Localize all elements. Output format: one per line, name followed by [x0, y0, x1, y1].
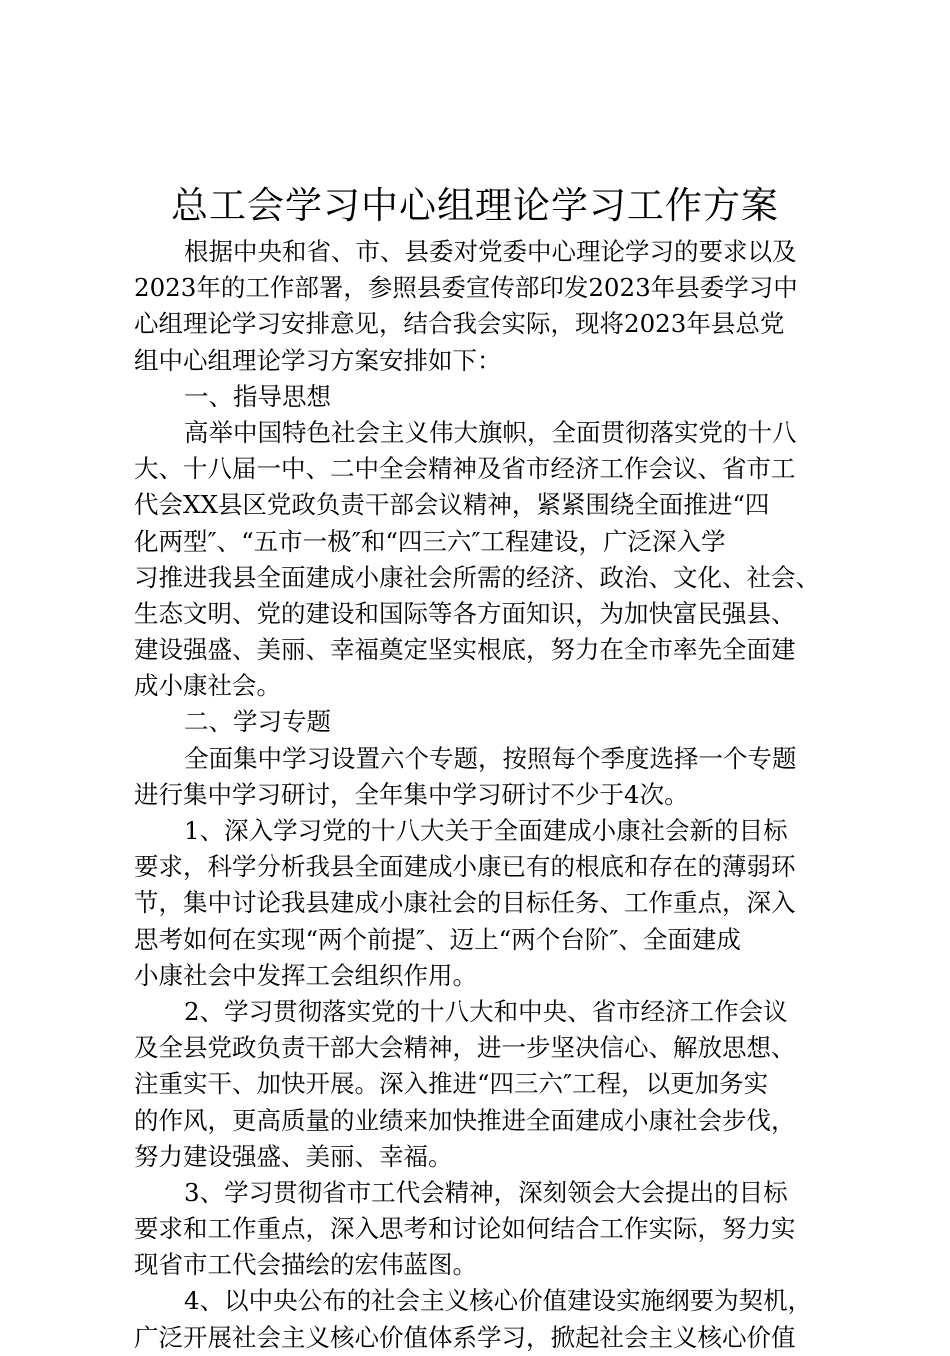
text-line: 3、学习贯彻省市工代会精神，深刻领会大会提出的目标: [184, 1177, 788, 1207]
text-line: 现省市工代会描绘的宏伟蓝图。: [134, 1250, 477, 1280]
document-title: 总工会学习中心组理论学习工作方案: [171, 184, 779, 227]
text-line: 广泛开展社会主义核心价值体系学习，掀起社会主义核心价值: [134, 1322, 796, 1352]
text-line: 及全县党政负责干部大会精神，进一步坚决信心、解放思想、: [134, 1033, 796, 1063]
text-line: 成小康社会。: [134, 671, 281, 701]
text-line: 二、学习专题: [184, 707, 331, 737]
text-line: 根据中央和省、市、县委对党委中心理论学习的要求以及: [184, 237, 797, 266]
text-line: 4、以中央公布的社会主义核心价值建设实施纲要为契机，: [184, 1286, 813, 1316]
text-line: 思考如何在实现“两个前提″、迈上“两个台阶″、全面建成: [134, 924, 741, 954]
text-line: 化两型″、“五市一极″和“四三六″工程建设，广泛深入学: [134, 526, 726, 556]
text-line: 代会XX县区党政负责干部会议精神，紧紧围绕全面推进“四: [134, 490, 770, 520]
text-line: 小康社会中发挥工会组织作用。: [134, 960, 477, 990]
text-line: 一、指导思想: [184, 381, 331, 411]
text-line: 1、深入学习党的十八大关于全面建成小康社会新的目标: [184, 816, 788, 845]
text-line: 习推进我县全面建成小康社会所需的经济、政治、文化、社会、: [134, 562, 820, 592]
text-line: 大、十八届一中、二中全会精神及省市经济工作会议、省市工: [134, 454, 796, 484]
text-line: 节，集中讨论我县建成小康社会的目标任务、工作重点，深入: [134, 888, 796, 918]
text-line: 要求和工作重点，深入思考和讨论如何结合工作实际，努力实: [134, 1214, 796, 1244]
text-line: 建设强盛、美丽、幸福奠定坚实根底，努力在全市率先全面建: [134, 635, 796, 665]
text-line: 努力建设强盛、美丽、幸福。: [134, 1141, 453, 1171]
text-line: 2、学习贯彻落实党的十八大和中央、省市经济工作会议: [184, 996, 788, 1026]
text-line: 组中心组理论学习方案安排如下：: [134, 345, 502, 375]
text-line: 2023年的工作部署，参照县委宣传部印发2023年县委学习中: [134, 273, 798, 303]
text-line: 心组理论学习安排意见，结合我会实际，现将2023年县总党: [134, 309, 785, 339]
document-body: [134, 234, 844, 1356]
text-line: 高举中国特色社会主义伟大旗帜，全面贯彻落实党的十八: [184, 417, 797, 447]
text-line: 生态文明、党的建设和国际等各方面知识，为加快富民强县、: [134, 598, 796, 628]
text-line: 全面集中学习设置六个专题，按照每个季度选择一个专题: [184, 743, 797, 773]
text-line: 注重实干、加快开展。深入推进“四三六″工程，以更加务实: [134, 1069, 769, 1099]
text-line: 进行集中学习研讨，全年集中学习研讨不少于4次。: [134, 779, 689, 809]
text-line: 要求，科学分析我县全面建成小康已有的根底和存在的薄弱环: [134, 852, 796, 882]
text-line: 的作风，更高质量的业绩来加快推进全面建成小康社会步伐，: [134, 1105, 796, 1135]
